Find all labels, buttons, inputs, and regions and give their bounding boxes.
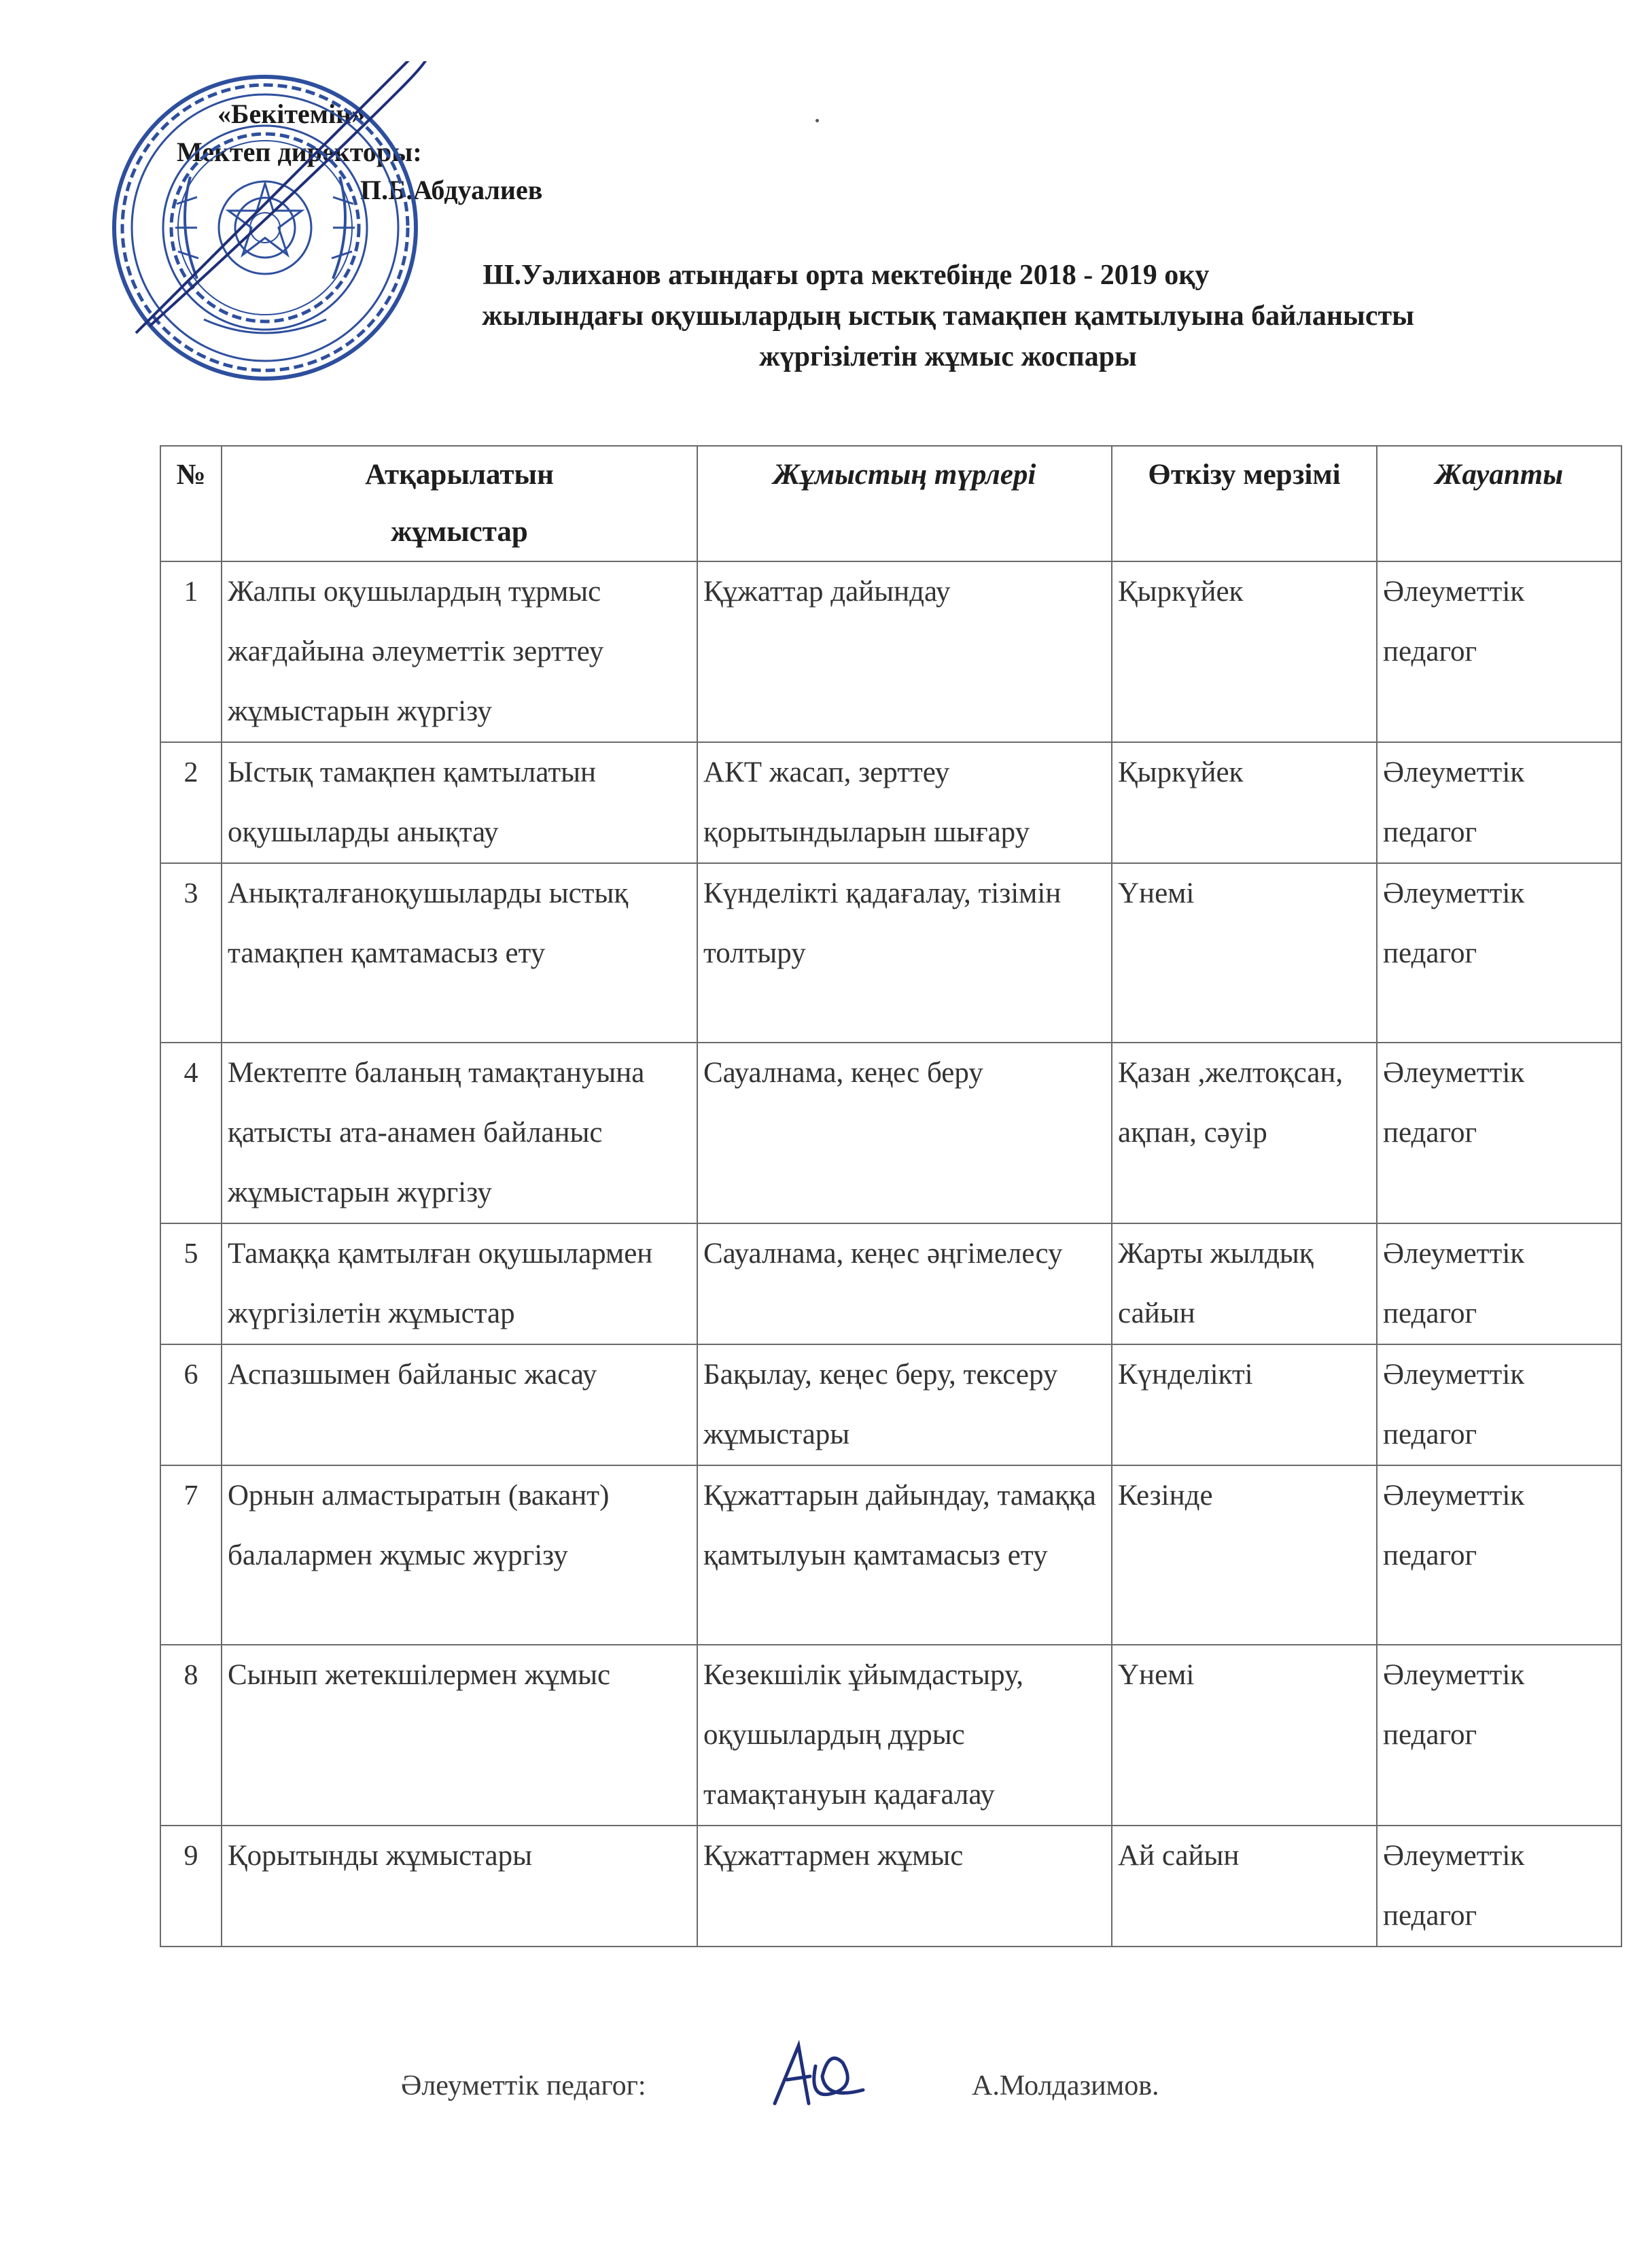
row-work-type: АКТ жасап, зерттеу қорытындыларын шығару [697,742,1112,863]
row-responsible: Әлеуметтік педагог [1377,1344,1621,1465]
row-responsible: Әлеуметтік педагог [1377,863,1621,1043]
row-deadline: Қазан ,желтоқсан, ақпан, сәуір [1112,1043,1377,1223]
row-number: 4 [160,1043,222,1223]
header-work-types: Жұмыстың түрлері [697,446,1112,561]
table-row [160,1465,1621,1645]
row-work-type: Сауалнама, кеңес беру [697,1043,1112,1223]
row-activity: Сынып жетекшілермен жұмыс [222,1645,697,1826]
row-deadline: Үнемі [1112,863,1377,1043]
header-responsible: Жауапты [1377,446,1621,561]
row-activity: Мектепте баланың тамақтануына қатысты ата-анамен байланыс жұмыстарын жүргізу [222,1043,697,1223]
row-work-type: Құжаттарын дайындау, тамаққа қамтылуын қамтамасыз ету [697,1465,1112,1645]
row-deadline: Кезінде [1112,1465,1377,1645]
row-number: 9 [160,1826,222,1947]
row-responsible: Әлеуметтік педагог [1377,1223,1621,1344]
table-row [160,1043,1621,1223]
signoff-name: А.Молдазимов. [972,2070,1159,2101]
approval-line: «Бекітемін» [217,99,366,129]
header-deadline: Өткізу мерзімі [1112,446,1377,561]
row-activity: Анықталғаноқушыларды ыстық тамақпен қамтамасыз ету [222,863,697,1043]
work-plan-table [160,445,1622,1947]
row-work-type: Сауалнама, кеңес әңгімелесу [697,1223,1112,1344]
stray-dot [816,119,819,122]
signoff-role: Әлеуметтік педагог: [401,2070,646,2101]
header-activities: Атқарылатын жұмыстар [222,446,697,561]
table-row [160,561,1621,742]
row-number: 5 [160,1223,222,1344]
row-deadline: Жарты жылдық сайын [1112,1223,1377,1344]
row-responsible: Әлеуметтік педагог [1377,1645,1621,1826]
signature-icon [768,2039,870,2114]
row-responsible: Әлеуметтік педагог [1377,742,1621,863]
row-number: 3 [160,863,222,1043]
row-work-type: Кезекшілік ұйымдастыру, оқушылардың дұрыс тамақтануын қадағалау [697,1645,1112,1826]
row-work-type: Құжаттармен жұмыс [697,1826,1112,1947]
row-number: 2 [160,742,222,863]
row-activity: Орнын алмастыратын (вакант) балалармен жұмыс жүргізу [222,1465,697,1645]
row-responsible: Әлеуметтік педагог [1377,1465,1621,1645]
row-number: 6 [160,1344,222,1465]
row-responsible: Әлеуметтік педагог [1377,561,1621,742]
title-line: жүргізілетін жұмыс жоспары [759,341,1137,372]
document-title [285,255,1611,377]
table-row [160,1344,1621,1465]
table-row [160,1645,1621,1826]
row-activity: Жалпы оқушылардың тұрмыс жағдайына әлеуметтік зерттеу жұмыстарын жүргізу [222,561,697,742]
row-activity: Қорытынды жұмыстары [222,1826,697,1947]
approval-name: П.Б.Абдуалиев [360,175,543,205]
row-responsible: Әлеуметтік педагог [1377,1826,1621,1947]
row-work-type: Бақылау, кеңес беру, тексеру жұмыстары [697,1344,1112,1465]
header-number: № [160,446,222,561]
row-activity: Аспазшымен байланыс жасау [222,1344,697,1465]
table-header-row [160,446,1621,561]
row-activity: Ыстық тамақпен қамтылатын оқушыларды анықтау [222,742,697,863]
row-deadline: Үнемі [1112,1645,1377,1826]
table-row [160,1826,1621,1947]
row-number: 7 [160,1465,222,1645]
row-responsible: Әлеуметтік педагог [1377,1043,1621,1223]
table-row [160,742,1621,863]
row-deadline: Ай сайын [1112,1826,1377,1947]
row-work-type: Күнделікті қадағалау, тізімін толтыру [697,863,1112,1043]
row-deadline: Қыркүйек [1112,742,1377,863]
table-row [160,863,1621,1043]
row-deadline: Күнделікті [1112,1344,1377,1465]
approval-director: Мектеп директоры: [177,137,422,167]
table-row [160,1223,1621,1344]
title-line: жылындағы оқушылардың ыстық тамақпен қамтылуына байланысты [482,300,1414,332]
row-deadline: Қыркүйек [1112,561,1377,742]
row-activity: Тамаққа қамтылған оқушылармен жүргізілетін жұмыстар [222,1223,697,1344]
row-number: 1 [160,561,222,742]
row-number: 8 [160,1645,222,1826]
row-work-type: Құжаттар дайындау [697,561,1112,742]
title-line: Ш.Уәлиханов атындағы орта мектебінде 2018 - 2019 оқу [483,260,1210,291]
